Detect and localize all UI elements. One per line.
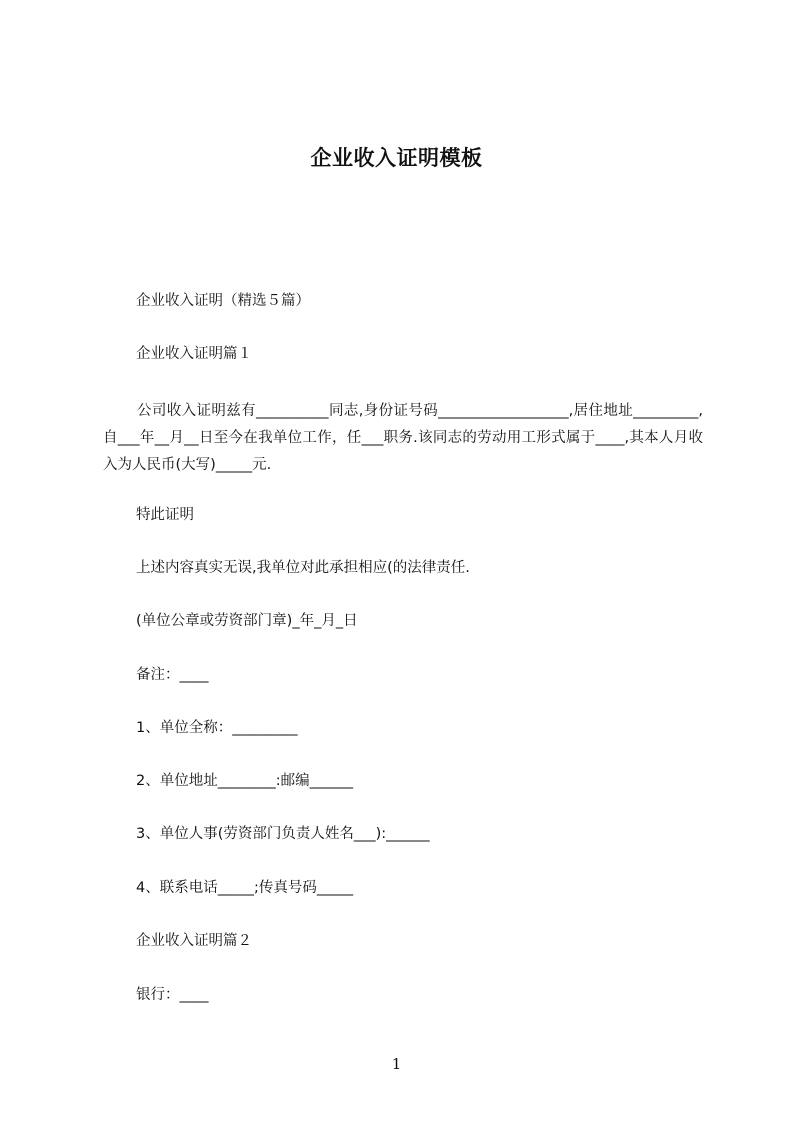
seal-date-line: (单位公章或劳资部门章)_年_月_日 xyxy=(136,613,358,629)
remark-item: 4、联系电话_____;传真号码_____ xyxy=(136,880,354,896)
statement-text: 上述内容真实无误,我单位对此承担相应(的法律责任. xyxy=(136,560,470,576)
remark-item: 1、单位全称：_________ xyxy=(136,720,298,736)
bank-label: 银行：____ xyxy=(136,987,209,1003)
document-subtitle: 企业收入证明（精选５篇） xyxy=(136,293,310,309)
section-heading-2: 企业收入证明篇２ xyxy=(136,933,252,949)
certify-text: 特此证明 xyxy=(136,507,194,523)
remarks-label: 备注：____ xyxy=(136,667,209,683)
income-certificate-paragraph: 公司收入证明兹有__________同志,身份证号码__________________,居住地址_________,自___年__月__日至今在我单位工作，任___职务.该同志的劳动用工形式属于____,其本人月收入为人民币(大写)_____元. xyxy=(103,403,703,473)
remark-item: 3、单位人事(劳资部门负责人姓名___):______ xyxy=(136,826,430,842)
section-heading-1: 企业收入证明篇１ xyxy=(136,346,252,362)
page-number: 1 xyxy=(391,1055,402,1073)
document-title: 企业收入证明模板 xyxy=(310,146,483,170)
remark-item: 2、单位地址________:邮编______ xyxy=(136,773,354,789)
